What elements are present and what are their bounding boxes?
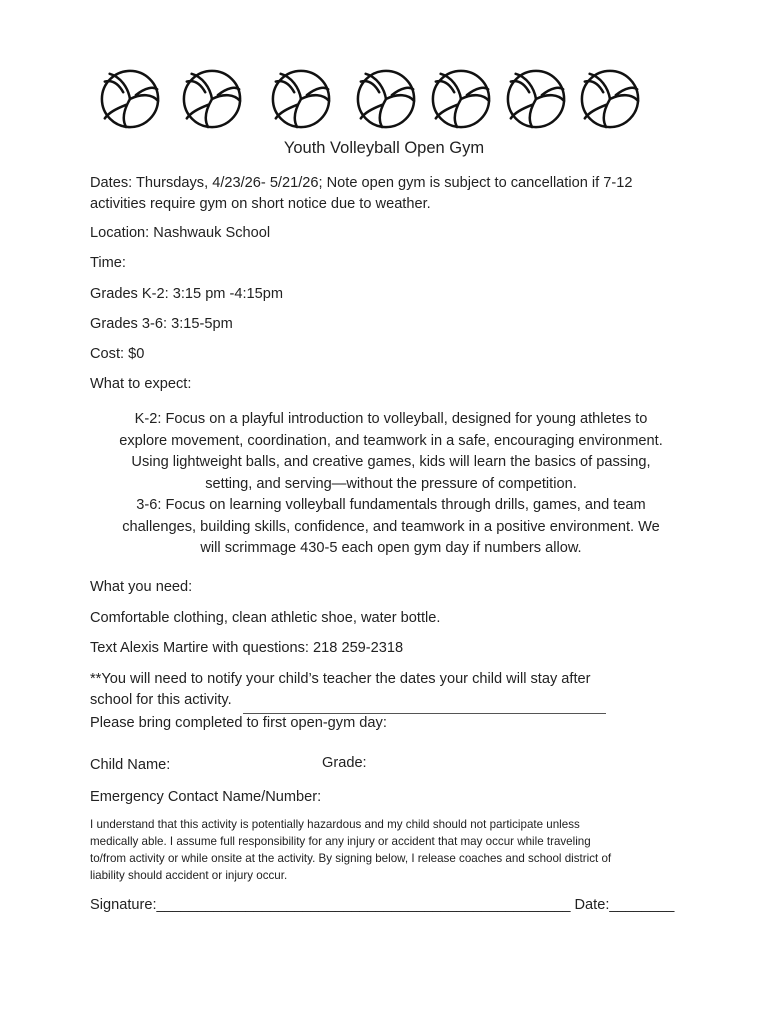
cost-text: Cost: $0: [90, 346, 145, 362]
volleyball-icon: [99, 68, 161, 130]
volleyball-icon: [579, 68, 641, 130]
expect-line: K-2: Focus on a playful introduction to volleyball, designed for young athletes to: [134, 411, 648, 427]
teacher-notice-continued: school for this activity.: [90, 692, 232, 708]
dates-text: Dates: Thursdays, 4/23/26- 5/21/26; Note open gym is subject to cancellation if 7-12: [90, 175, 633, 191]
dates-text-continued: activities require gym on short notice due to weather.: [90, 196, 431, 212]
grade-field[interactable]: Grade:: [322, 755, 367, 771]
needs-heading: What you need:: [90, 579, 193, 595]
waiver-text: [90, 816, 680, 884]
page-title: Youth Volleyball Open Gym: [283, 139, 485, 157]
expect-line: will scrimmage 430-5 each open gym day if numbers allow.: [200, 540, 582, 556]
waiver-line: to/from activity or while onsite at the activity. By signing below, I release coaches and school district of: [90, 852, 612, 865]
teacher-notice: **You will need to notify your child’s teacher the dates your child will stay after: [90, 671, 591, 687]
volleyball-icon: [270, 68, 332, 130]
grades-36-time: Grades 3-6: 3:15-5pm: [90, 316, 233, 332]
waiver-line: liability should accident or injury occur.: [90, 869, 288, 882]
volleyball-icon: [355, 68, 417, 130]
expect-line: challenges, building skills, confidence, and teamwork in a positive environment. We: [122, 518, 660, 535]
needs-items: Comfortable clothing, clean athletic shoe, water bottle.: [90, 610, 441, 626]
volleyball-icon: [430, 68, 492, 130]
volleyball-icon: [505, 68, 567, 130]
contact-text: Text Alexis Martire with questions: 218 259-2318: [90, 640, 404, 656]
child-name-field[interactable]: Child Name:: [90, 757, 171, 773]
bring-form-text: Please bring completed to first open-gym day:: [90, 715, 387, 731]
time-label: Time:: [90, 255, 126, 271]
expect-line: Using lightweight balls, and creative games, kids will learn the basics of passing,: [131, 454, 651, 470]
signature-date-line[interactable]: Signature:___________________________________________________ Date:________: [90, 897, 675, 913]
waiver-line: I understand that this activity is potentially hazardous and my child should not participate unless: [90, 818, 580, 831]
emergency-contact-field[interactable]: Emergency Contact Name/Number:: [90, 789, 322, 805]
grades-k2-time: Grades K-2: 3:15 pm -4:15pm: [90, 286, 284, 302]
volleyball-icon: [181, 68, 243, 130]
expect-line: explore movement, coordination, and teamwork in a safe, encouraging environment.: [119, 432, 663, 449]
expect-line: setting, and serving—without the pressure of competition.: [205, 475, 577, 492]
location-text: Location: Nashwauk School: [90, 225, 271, 241]
expect-description: [96, 409, 686, 560]
expect-heading: What to expect:: [90, 376, 192, 392]
volleyball-row: [0, 68, 768, 134]
expect-line: 3-6: Focus on learning volleyball fundamentals through drills, games, and team: [136, 497, 646, 513]
waiver-line: medically able. I assume full responsibility for any injury or accident that may occur while traveling: [90, 835, 591, 848]
